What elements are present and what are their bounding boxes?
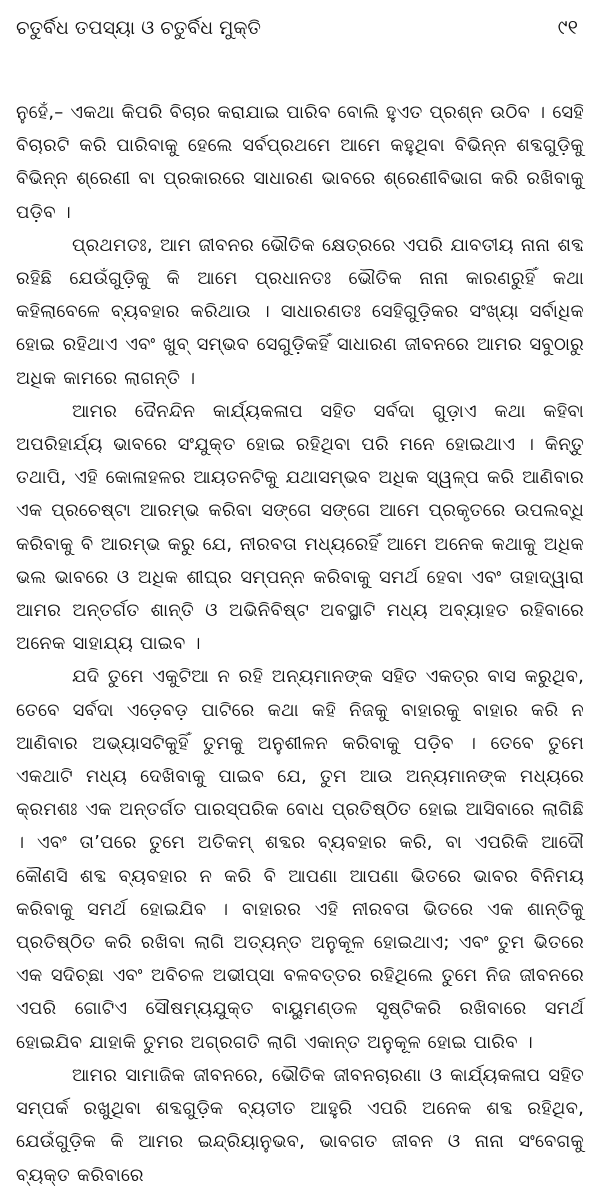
running-header bbox=[16, 14, 584, 54]
paragraph-3: ଆମର ଦୈନନ୍ଦିନ କାର୍ଯ୍ୟକଳାପ ସହିତ ସର୍ବଦା ଗୁଡ଼ାଏ କଥା କହିବା ଅପରିହାର୍ଯ୍ୟ ଭାବରେ ସଂଯୁକ୍ତ ହୋଇ ରହିଥିବା ପରି ମନେ ହୋଇଥାଏ । କିନ୍ତୁ ତଥାପି, ଏହି କୋଳାହଳର ଆୟତନଟିକୁ ଯଥାସମ୍ଭବ ଅଧିକ ସ୍ୱଳ୍ପ କରି ଆଣିବାର ଏକ ପ୍ରଚେଷ୍ଟା ଆରମ୍ଭ କରିବା ସଙ୍ଗେ ସଙ୍ଗେ ଆମେ ପ୍ରକୃତରେ ଉପଲବ୍ଧି କରିବାକୁ ବି ଆରମ୍ଭ କରୁ ଯେ, ନୀରବତା ମଧ୍ୟରେହିଁ ଆମେ ଅନେକ କଥାକୁ ଅଧିକ ଭଲ ଭାବରେ ଓ ଅଧିକ ଶୀଘ୍ର ସମ୍ପନ୍ନ କରିବାକୁ ସମର୍ଥ ହେବା ଏବଂ ତାହାଦ୍ୱାରା ଆମର ଅନ୍ତର୍ଗତ ଶାନ୍ତି ଓ ଅଭିନିବିଷ୍ଟ ଅବସ୍ଥାଟି ମଧ୍ୟ ଅବ୍ୟାହତ ରହିବାରେ ଅନେକ ସାହାଯ୍ୟ ପାଇବ । bbox=[16, 400, 584, 655]
body-text bbox=[16, 96, 584, 1192]
paragraph-5: ଆମର ସାମାଜିକ ଜୀବନରେ, ଭୌତିକ ଜୀବନଚାରଣା ଓ କାର୍ଯ୍ୟକଳାପ ସହିତ ସମ୍ପର୍କ ରଖୁଥିବା ଶବ୍ଦଗୁଡ଼ିକ ବ୍ୟତୀତ ଆହୁରି ଏପରି ଅନେକ ଶବ୍ଦ ରହିଥିବ, ଯେଉଁଗୁଡ଼ିକ କି ଆମର ଇନ୍ଦ୍ରିୟାନୁଭବ, ଭାବଗତ ଜୀବନ ଓ ନାନା ସଂବେଗକୁ ବ୍ୟକ୍ତ କରିବାରେ bbox=[16, 1064, 584, 1186]
running-title: ଚତୁର୍ବିଧ ତପସ୍ୟା ଓ ଚତୁର୍ବିଧ ମୁକ୍ତି bbox=[16, 17, 261, 39]
page-number: ୯୧ bbox=[557, 15, 578, 39]
paragraph-1: ନୁହେଁ,– ଏକଥା କିପରି ବିଚାର କରାଯାଇ ପାରିବ ବୋଲି ହୁଏତ ପ୍ରଶ୍ନ ଉଠିବ । ସେହି ବିଚାରଟି କରି ପାରିବାକୁ ହେଲେ ସର୍ବପ୍ରଥମେ ଆମେ କହୁଥିବା ବିଭିନ୍ନ ଶବ୍ଦଗୁଡ଼ିକୁ ବିଭିନ୍ନ ଶ୍ରେଣୀ ବା ପ୍ରକାରରେ ସାଧାରଣ ଭାବରେ ଶ୍ରେଣୀବିଭାଗ କରି ରଖିବାକୁ ପଡ଼ିବ । bbox=[16, 102, 584, 223]
paragraph-2: ପ୍ରଥମତଃ, ଆମ ଜୀବନର ଭୌତିକ କ୍ଷେତ୍ରରେ ଏପରି ଯାବତୀୟ ନାନା ଶବ୍ଦ ରହିଛି ଯେଉଁଗୁଡ଼ିକୁ କି ଆମେ ପ୍ରଧାନତଃ ଭୌତିକ ନାନା କାରଣରୁହିଁ କଥା କହିଲାବେଳେ ବ୍ୟବହାର କରିଥାଉ । ସାଧାରଣତଃ ସେହିଗୁଡ଼ିକର ସଂଖ୍ୟା ସର୍ବାଧିକ ହୋଇ ରହିଥାଏ ଏବଂ ଖୁବ୍ ସମ୍ଭବ ସେଗୁଡ଼ିକହିଁ ସାଧାରଣ ଜୀବନରେ ଆମର ସବୁଠାରୁ ଅଧିକ କାମରେ ଲାଗନ୍ତି । bbox=[16, 234, 584, 389]
paragraph-4: ଯଦି ତୁମେ ଏକୁଟିଆ ନ ରହି ଅନ୍ୟମାନଙ୍କ ସହିତ ଏକତ୍ର ବାସ କରୁଥିବ, ତେବେ ସର୍ବଦା ଏଡ଼େବଡ଼ ପାଟିରେ କଥା କହି ନିଜକୁ ବାହାରକୁ ବାହାର କରି ନ ଆଣିବାର ଅଭ୍ୟାସଟିକୁହିଁ ତୁମକୁ ଅନୁଶୀଳନ କରିବାକୁ ପଡ଼ିବ । ତେବେ ତୁମେ ଏକଥାଟି ମଧ୍ୟ ଦେଖିବାକୁ ପାଇବ ଯେ, ତୁମ ଆଉ ଅନ୍ୟମାନଙ୍କ ମଧ୍ୟରେ କ୍ରମଶଃ ଏକ ଅନ୍ତର୍ଗତ ପାରସ୍ପରିକ ବୋଧ ପ୍ରତିଷ୍ଠିତ ହୋଇ ଆସିବାରେ ଲାଗିଛି । ଏବଂ ତା’ପରେ ତୁମେ ଅତିକମ୍ ଶବ୍ଦର ବ୍ୟବହାର କରି, ବା ଏପରିକି ଆଦୌ କୌଣସି ଶବ୍ଦ ବ୍ୟବହାର ନ କରି ବି ଆପଣା ଆପଣା ଭିତରେ ଭାବର ବିନିମୟ କରିବାକୁ ସମର୍ଥ ହୋଇଯିବ । ବାହାରର ଏହି ନୀରବତା ଭିତରେ ଏକ ଶାନ୍ତିକୁ ପ୍ରତିଷ୍ଠିତ କରି ରଖିବା ଲାଗି ଅତ୍ୟନ୍ତ ଅନୁକୂଳ ହୋଇଥାଏ; ଏବଂ ତୁମ ଭିତରେ ଏକ ସଦିଚ୍ଛା ଏବଂ ଅବିଚଳ ଅଭୀପ୍ସା ବଳବତ୍ତର ରହିଥିଲେ ତୁମେ ନିଜ ଜୀବନରେ ଏପରି ଗୋଟିଏ ସୌଷମ୍ୟଯୁକ୍ତ ବାୟୁମଣ୍ଡଳ ସୃଷ୍ଟିକରି ରଖିବାରେ ସମର୍ଥ ହୋଇଯିବ ଯାହାକି ତୁମର ଅଗ୍ରଗତି ଲାଗି ଏକାନ୍ତ ଅନୁକୂଳ ହୋଇ ପାରିବ । bbox=[16, 666, 584, 1053]
